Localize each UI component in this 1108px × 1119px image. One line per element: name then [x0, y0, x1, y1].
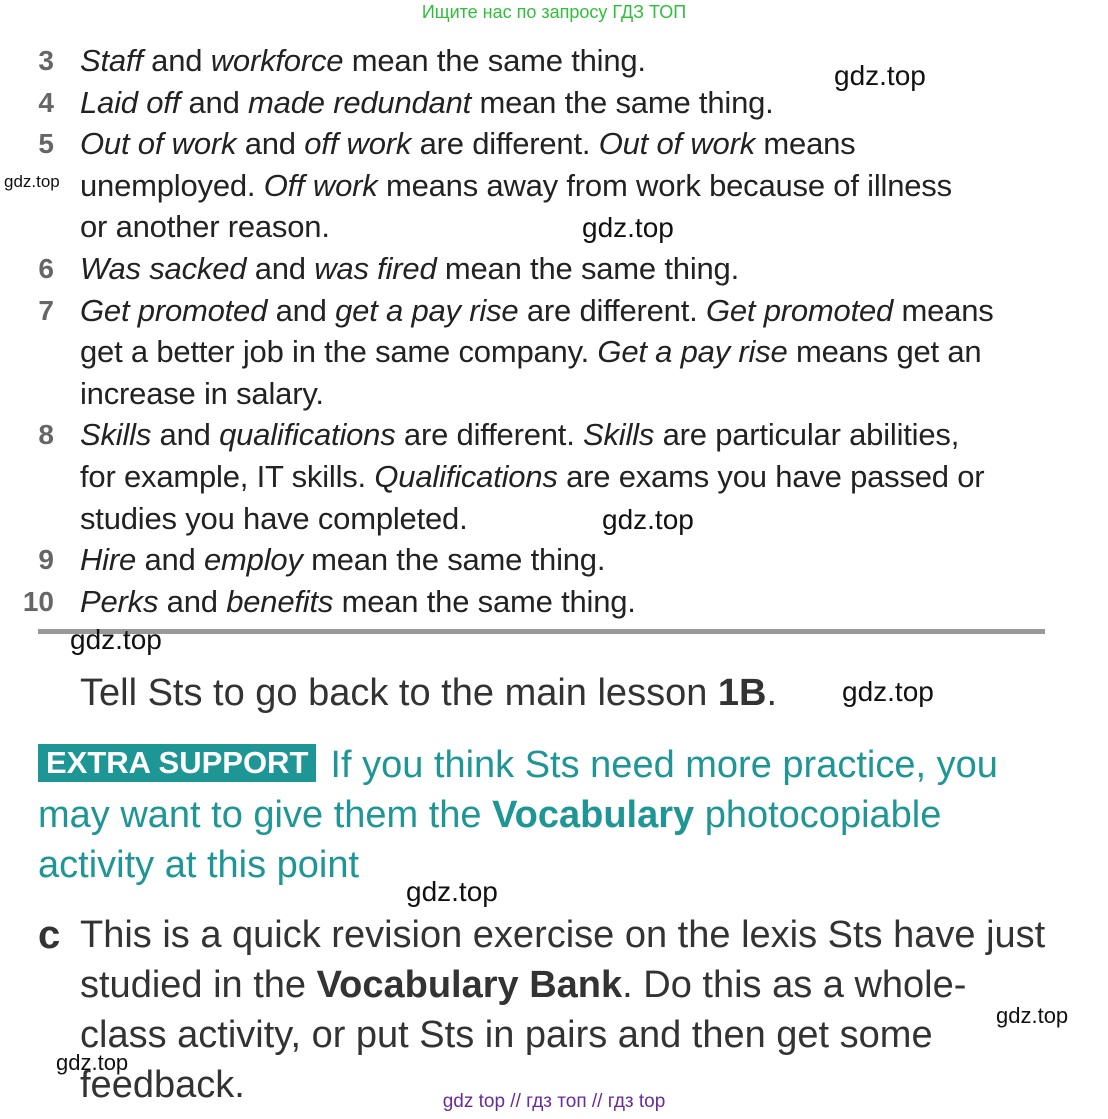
answer-item	[0, 581, 1060, 623]
vocab-term: Out of work	[598, 126, 755, 162]
vocab-term: Was sacked	[80, 250, 247, 286]
exercise-text	[80, 910, 1048, 1110]
answer-fragment: mean the same thing.	[436, 250, 740, 286]
answer-fragment: and	[267, 292, 336, 328]
answer-number: 9	[38, 544, 54, 576]
answer-number: 7	[38, 294, 54, 326]
divider-rule	[38, 629, 1045, 634]
vocab-term: Perks	[80, 583, 159, 619]
answer-text	[80, 123, 1060, 248]
vocab-term: qualifications	[219, 417, 396, 453]
vocab-term: Qualifications	[374, 458, 558, 494]
watermark: gdz.top	[834, 60, 926, 91]
vocab-term: Hire	[80, 542, 137, 578]
answer-fragment: means	[893, 292, 994, 328]
answer-text	[80, 290, 1060, 415]
vocab-term: Skills	[583, 417, 655, 453]
vocabulary-bank-ref: Vocabulary Bank	[316, 964, 623, 1006]
answer-item	[0, 539, 1060, 581]
answer-fragment: increase in salary.	[80, 375, 324, 411]
watermark: gdz.top	[996, 1003, 1069, 1028]
answer-number: 8	[38, 419, 54, 451]
vocab-term: workforce	[210, 43, 344, 78]
watermark: gdz.top	[4, 172, 60, 191]
answer-item	[0, 414, 1060, 539]
answer-fragment: mean the same thing.	[471, 84, 774, 120]
answer-list	[0, 40, 1060, 622]
answer-fragment: mean the same thing.	[333, 583, 636, 619]
answer-fragment: are different.	[411, 126, 599, 162]
watermark: gdz.top	[602, 504, 694, 535]
answer-fragment: means	[755, 126, 856, 162]
watermark: gdz.top	[406, 876, 498, 907]
answer-number: 5	[38, 128, 54, 160]
answer-text	[80, 414, 1060, 539]
vocab-term: made redundant	[248, 84, 472, 120]
footer-links[interactable]: gdz top // гдз топ // гдз top	[442, 1091, 666, 1112]
vocab-term: benefits	[226, 583, 334, 619]
answer-fragment: are different.	[395, 417, 584, 453]
watermark: gdz.top	[70, 624, 162, 655]
extra-support-note	[38, 740, 1028, 890]
answer-fragment: and	[136, 542, 204, 578]
answer-text	[80, 581, 1060, 623]
vocab-term: get a pay rise	[335, 292, 519, 328]
answer-item	[0, 123, 1060, 248]
extra-support-badge: EXTRA SUPPORT	[38, 744, 316, 782]
answer-number: 3	[38, 45, 54, 76]
vocab-term: Get a pay rise	[597, 334, 788, 370]
answer-number: 4	[38, 86, 54, 118]
answer-fragment: mean the same thing.	[302, 542, 606, 578]
top-banner[interactable]: Ищите нас по запросу ГДЗ ТОП	[421, 2, 687, 22]
exercise-label: c	[38, 913, 61, 957]
answer-fragment: are particular abilities,	[654, 417, 960, 453]
vocab-term: Staff	[80, 43, 143, 78]
answer-fragment: and	[158, 583, 227, 619]
answer-fragment: unemployed.	[80, 167, 264, 203]
answer-fragment: means get an	[787, 334, 982, 370]
vocab-term: Skills	[80, 417, 152, 453]
answer-fragment: means away from work because of illness	[377, 167, 952, 203]
vocab-term: Out of work	[80, 126, 237, 162]
answer-fragment: and	[180, 84, 249, 120]
extra-support-text: If you think Sts need more practice, you may want to give them the	[38, 744, 998, 836]
vocab-term: was fired	[314, 250, 437, 286]
vocab-term: employ	[204, 542, 303, 578]
answer-fragment: are different.	[518, 292, 706, 328]
vocab-term: Get promoted	[80, 292, 268, 328]
exercise-text-end: . Do this as a whole-class activity, or put Sts in pairs and then get some feedback.	[80, 964, 967, 1106]
vocab-term: Off work	[263, 167, 378, 203]
tell-text: Tell Sts to go back to the main lesson	[80, 672, 718, 714]
answer-item	[0, 290, 1060, 415]
answer-fragment: studies you have completed.	[80, 500, 468, 536]
answer-number: 6	[38, 252, 54, 284]
answer-fragment: are exams you have passed or	[557, 458, 985, 494]
tell-instruction	[80, 672, 777, 715]
vocab-term: Get promoted	[705, 292, 894, 328]
exercise-c	[38, 910, 1048, 1110]
answer-text	[80, 248, 1060, 290]
watermark: gdz.top	[582, 212, 674, 243]
answer-fragment: or another reason.	[80, 209, 330, 245]
vocab-term: Laid off	[80, 84, 181, 120]
vocab-term: off work	[304, 126, 412, 162]
answer-fragment: and	[236, 126, 305, 162]
answer-fragment: mean the same thing.	[343, 43, 646, 78]
extra-support-end: photocopiable activity at this point	[38, 794, 942, 886]
answer-fragment: and	[142, 43, 211, 78]
watermark: gdz.top	[842, 676, 934, 707]
answer-fragment: get a better job in the same company.	[80, 334, 598, 370]
answer-item	[0, 248, 1060, 290]
answer-fragment: for example, IT skills.	[80, 458, 375, 494]
exercise-text-start: This is a quick revision exercise on the lexis Sts have just studied in the	[80, 914, 1046, 1006]
tell-end: .	[766, 672, 778, 714]
watermark: gdz.top	[56, 1050, 129, 1075]
answer-number: 10	[22, 585, 54, 617]
answer-fragment: and	[246, 250, 315, 286]
lesson-ref: 1B	[717, 672, 767, 714]
vocabulary-ref: Vocabulary	[492, 794, 695, 836]
answer-text	[80, 539, 1060, 581]
answer-fragment: and	[151, 417, 220, 453]
